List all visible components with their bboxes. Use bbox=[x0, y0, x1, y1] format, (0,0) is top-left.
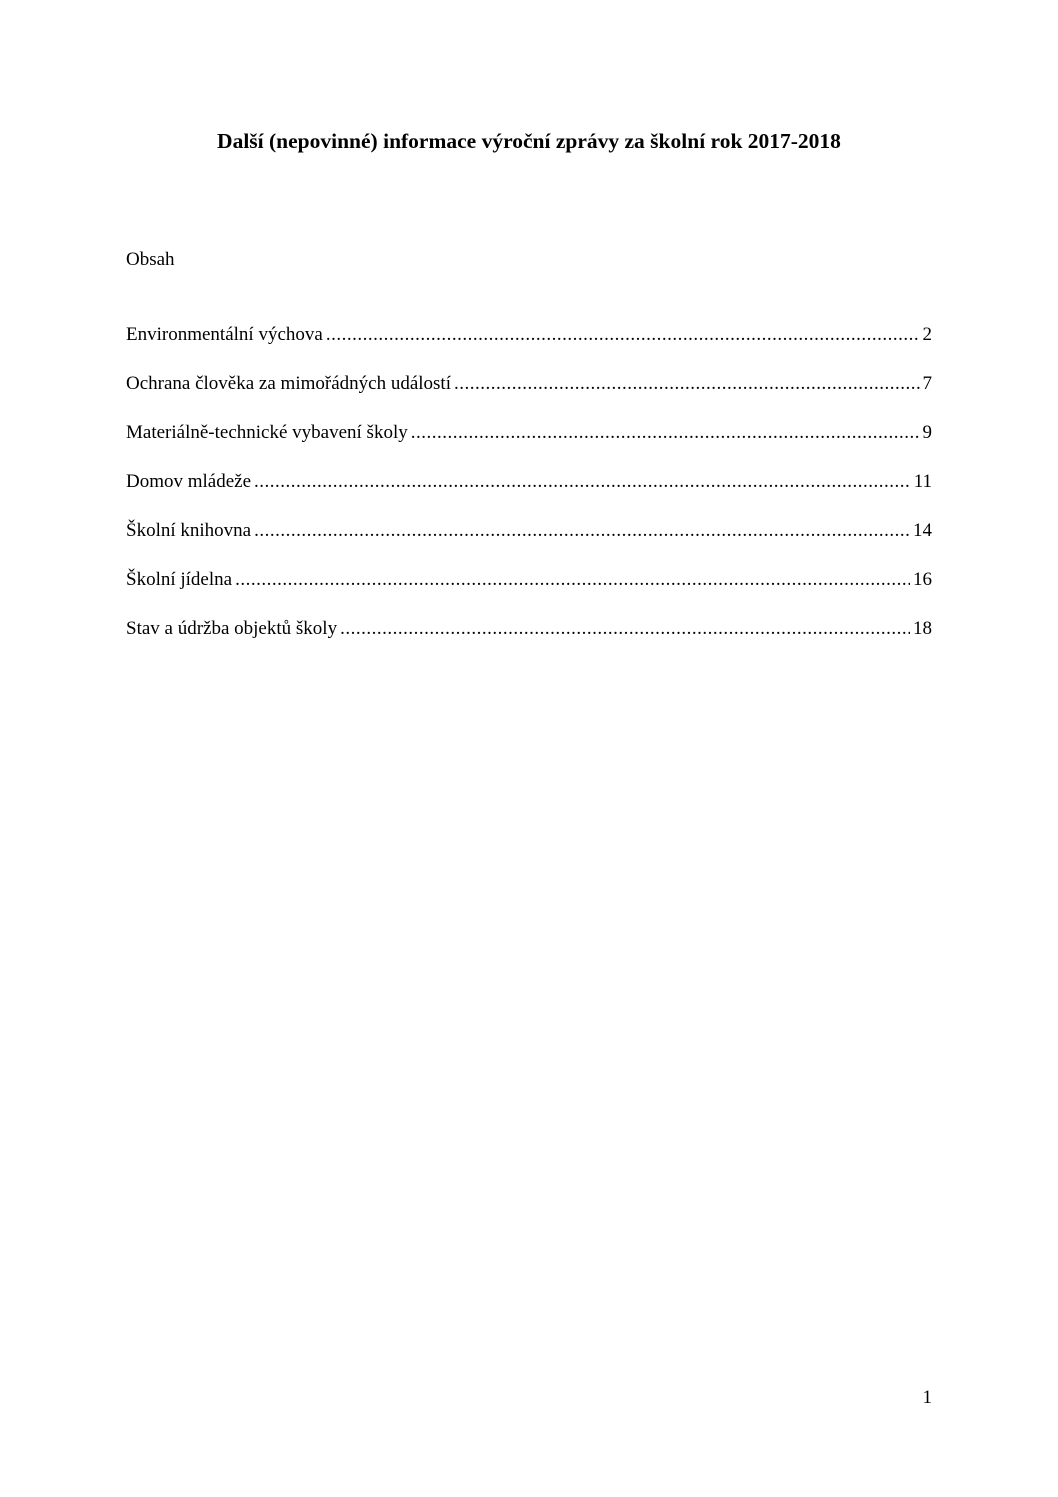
toc-entry-label: Ochrana člověka za mimořádných událostí bbox=[126, 373, 451, 394]
toc-entry-page: 14 bbox=[913, 520, 932, 541]
toc-entry-page: 2 bbox=[922, 324, 932, 345]
toc-dot-leader bbox=[340, 616, 910, 642]
toc-entry[interactable] bbox=[126, 469, 932, 518]
toc-entry-label: Environmentální výchova bbox=[126, 324, 323, 345]
toc-entry[interactable] bbox=[126, 567, 932, 616]
toc-dot-leader bbox=[411, 420, 920, 446]
toc-entry-page: 16 bbox=[913, 569, 932, 590]
toc-entry-page: 18 bbox=[913, 618, 932, 639]
page-title: Další (nepovinné) informace výroční zprávy za školní rok 2017-2018 bbox=[217, 129, 841, 153]
toc-entry-label: Stav a údržba objektů školy bbox=[126, 618, 338, 639]
toc-dot-leader bbox=[454, 371, 920, 397]
toc-heading: Obsah bbox=[126, 249, 175, 270]
toc-entry[interactable] bbox=[126, 616, 932, 665]
toc-dot-leader bbox=[235, 567, 910, 593]
toc-entry-page: 7 bbox=[922, 373, 932, 394]
table-of-contents bbox=[126, 322, 932, 665]
toc-dot-leader bbox=[254, 469, 911, 495]
toc-dot-leader bbox=[326, 322, 920, 348]
toc-entry[interactable] bbox=[126, 322, 932, 371]
toc-entry[interactable] bbox=[126, 420, 932, 469]
toc-entry-label: Školní jídelna bbox=[126, 569, 233, 590]
toc-entry-label: Domov mládeže bbox=[126, 471, 252, 492]
toc-entry[interactable] bbox=[126, 371, 932, 420]
toc-entry-page: 11 bbox=[913, 471, 932, 492]
page-number: 1 bbox=[922, 1387, 932, 1408]
toc-entry-page: 9 bbox=[922, 422, 932, 443]
toc-entry-label: Školní knihovna bbox=[126, 520, 252, 541]
toc-entry-label: Materiálně-technické vybavení školy bbox=[126, 422, 408, 443]
toc-dot-leader bbox=[254, 518, 910, 544]
toc-entry[interactable] bbox=[126, 518, 932, 567]
